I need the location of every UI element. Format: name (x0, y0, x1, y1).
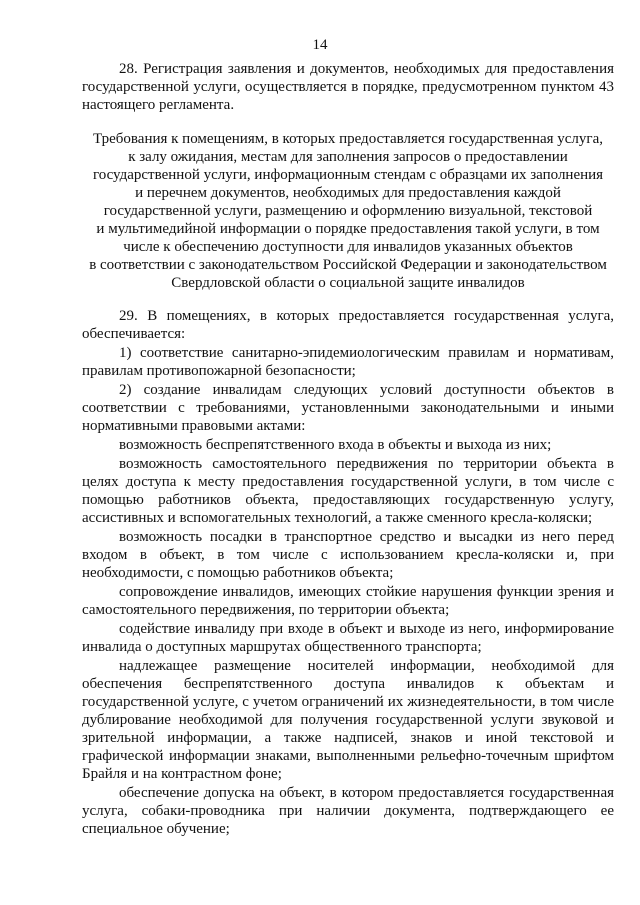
paragraph-29-intro: 29. В помещениях, в которых предоставляется государственная услуга, обеспечивается: (82, 308, 614, 342)
list-item-accessibility: 2) создание инвалидам следующих условий доступности объектов в соответствии с требованиями, установленными законодательными и иными нормативными правовыми актами: (82, 382, 614, 434)
list-item-entry: возможность беспрепятственного входа в объекты и выхода из них; (119, 437, 552, 453)
heading-line: и мультимедийной информации о порядке предоставления такой услуги, в том (96, 221, 600, 237)
list-item-movement: возможность самостоятельного передвижения по территории объекта в целях доступа к месту предоставления государственной услуги, в том числе с помощью работников объекта, предоставляющих государственную услугу, ассистивных и вспомогательных технологий, а также сменного кресла-коляски; (82, 456, 614, 526)
heading-line: числе к обеспечению доступности для инвалидов указанных объектов (123, 239, 573, 255)
list-item-guide-dog: обеспечение допуска на объект, в котором предоставляется государственная услуга, собаки-проводника при наличии документа, подтверждающего ее специальное обучение; (82, 785, 614, 837)
list-item-information: надлежащее размещение носителей информации, необходимой для обеспечения беспрепятственного доступа инвалидов к объектам и государственной услуге, с учетом ограничений их жизнедеятельности, в том числе дублирование необходимой для получения государственной услуги звуковой и зрительной информации, а также надписей, знаков и иной текстовой и графической информации знаками, выполненными рельефно-точечным шрифтом Брайля и на контрастном фоне; (82, 658, 614, 782)
list-item-assistance: содействие инвалиду при входе в объект и выходе из него, информирование инвалида о доступных маршрутах общественного транспорта; (82, 621, 614, 655)
page-number: 14 (312, 37, 328, 53)
section-heading (82, 130, 614, 292)
heading-line: государственной услуги, информационным стендам с образцами их заполнения (92, 167, 604, 183)
heading-line: государственной услуги, размещению и оформлению визуальной, текстовой (103, 203, 593, 219)
heading-line: в соответствии с законодательством Российской Федерации и законодательством (89, 257, 607, 273)
list-item-transport: возможность посадки в транспортное средство и высадки из него перед входом в объект, в том числе с использованием кресла-коляски и, при необходимости, с помощью работников объекта; (82, 529, 614, 581)
section-29 (82, 307, 614, 839)
heading-line: Требования к помещениям, в которых предоставляется государственная услуга, (93, 131, 603, 147)
list-item-escort: сопровождение инвалидов, имеющих стойкие нарушения функции зрения и самостоятельного передвижения, по территории объекта; (82, 584, 614, 618)
heading-line: к залу ожидания, местам для заполнения запросов о предоставлении (128, 149, 568, 165)
list-item-sanitary: 1) соответствие санитарно-эпидемиологическим правилам и нормативам, правилам противопожарной безопасности; (82, 345, 614, 379)
paragraph-text: 28. Регистрация заявления и документов, необходимых для предоставления государственной услуги, осуществляется в порядке, предусмотренном пунктом 43 настоящего регламента. (82, 61, 614, 113)
heading-line: Свердловской области о социальной защите инвалидов (171, 275, 525, 291)
heading-line: и перечнем документов, необходимых для предоставления каждой (135, 185, 561, 201)
paragraph-28 (82, 60, 614, 114)
